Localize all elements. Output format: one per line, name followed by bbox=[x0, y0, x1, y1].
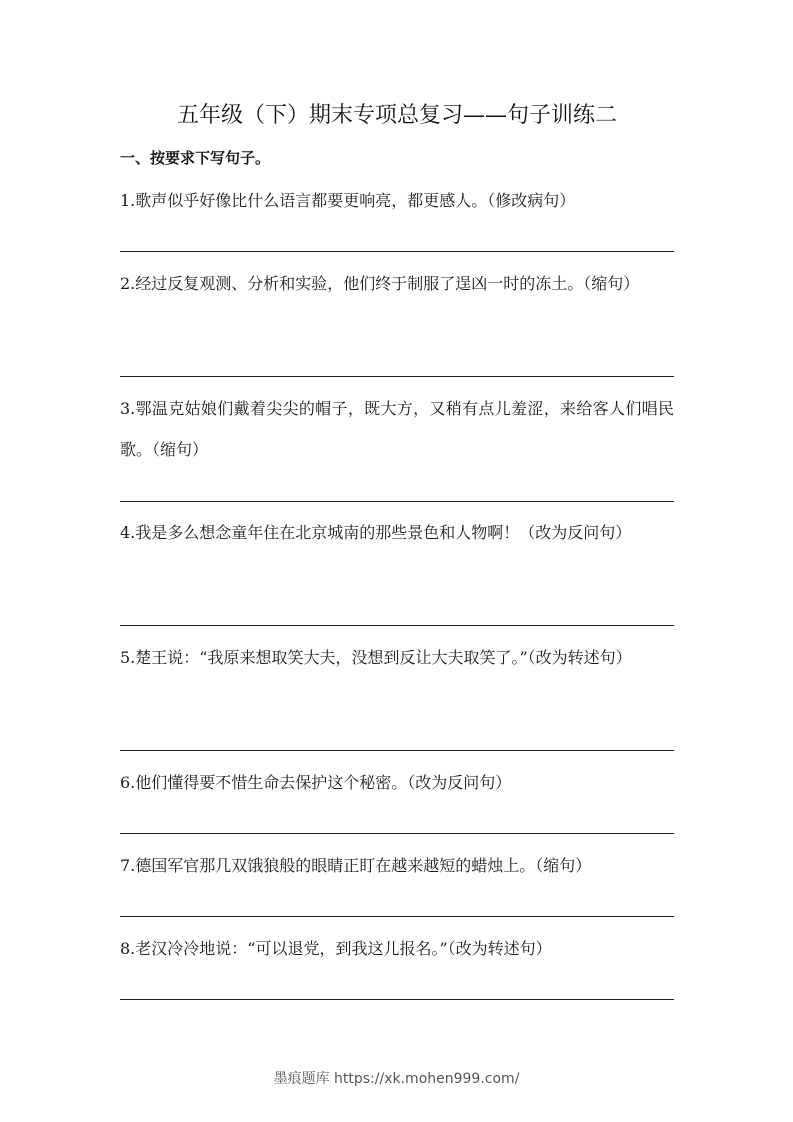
question-4: 4.我是多么想念童年住在北京城南的那些景色和人物啊！（改为反问句） bbox=[120, 523, 632, 542]
section-heading: 一、按要求下写句子。 bbox=[120, 149, 271, 167]
question-7: 7.德国军官那几双饿狼般的眼睛正盯在越来越短的蜡烛上。（缩句） bbox=[120, 856, 592, 875]
answer-line-1[interactable] bbox=[120, 251, 674, 252]
answer-line-5[interactable] bbox=[120, 750, 674, 751]
question-8: 8.老汉冷冷地说：“可以退党，到我这儿报名。”（改为转述句） bbox=[120, 939, 552, 958]
answer-line-8[interactable] bbox=[120, 999, 674, 1000]
question-2: 2.经过反复观测、分析和实验，他们终于制服了逞凶一时的冻土。（缩句） bbox=[120, 274, 640, 293]
question-3: 3.鄂温克姑娘们戴着尖尖的帽子，既大方，又稍有点儿羞涩，来给客人们唱民歌。（缩句） bbox=[120, 399, 674, 459]
answer-line-6[interactable] bbox=[120, 833, 674, 834]
page-title: 五年级（下）期末专项总复习——句子训练二 bbox=[176, 103, 617, 128]
question-1: 1.歌声似乎好像比什么语言都要更响亮，都更感人。（修改病句） bbox=[120, 191, 576, 210]
answer-line-3[interactable] bbox=[120, 501, 674, 502]
answer-line-4[interactable] bbox=[120, 625, 674, 626]
footer-watermark: 墨痕题库 https://xk.mohen999.com/ bbox=[273, 1071, 520, 1087]
question-5: 5.楚王说：“我原来想取笑大夫，没想到反让大夫取笑了。”（改为转述句） bbox=[120, 648, 632, 667]
answer-line-2[interactable] bbox=[120, 376, 674, 377]
answer-line-7[interactable] bbox=[120, 916, 674, 917]
question-6: 6.他们懂得要不惜生命去保护这个秘密。（改为反问句） bbox=[120, 773, 512, 792]
